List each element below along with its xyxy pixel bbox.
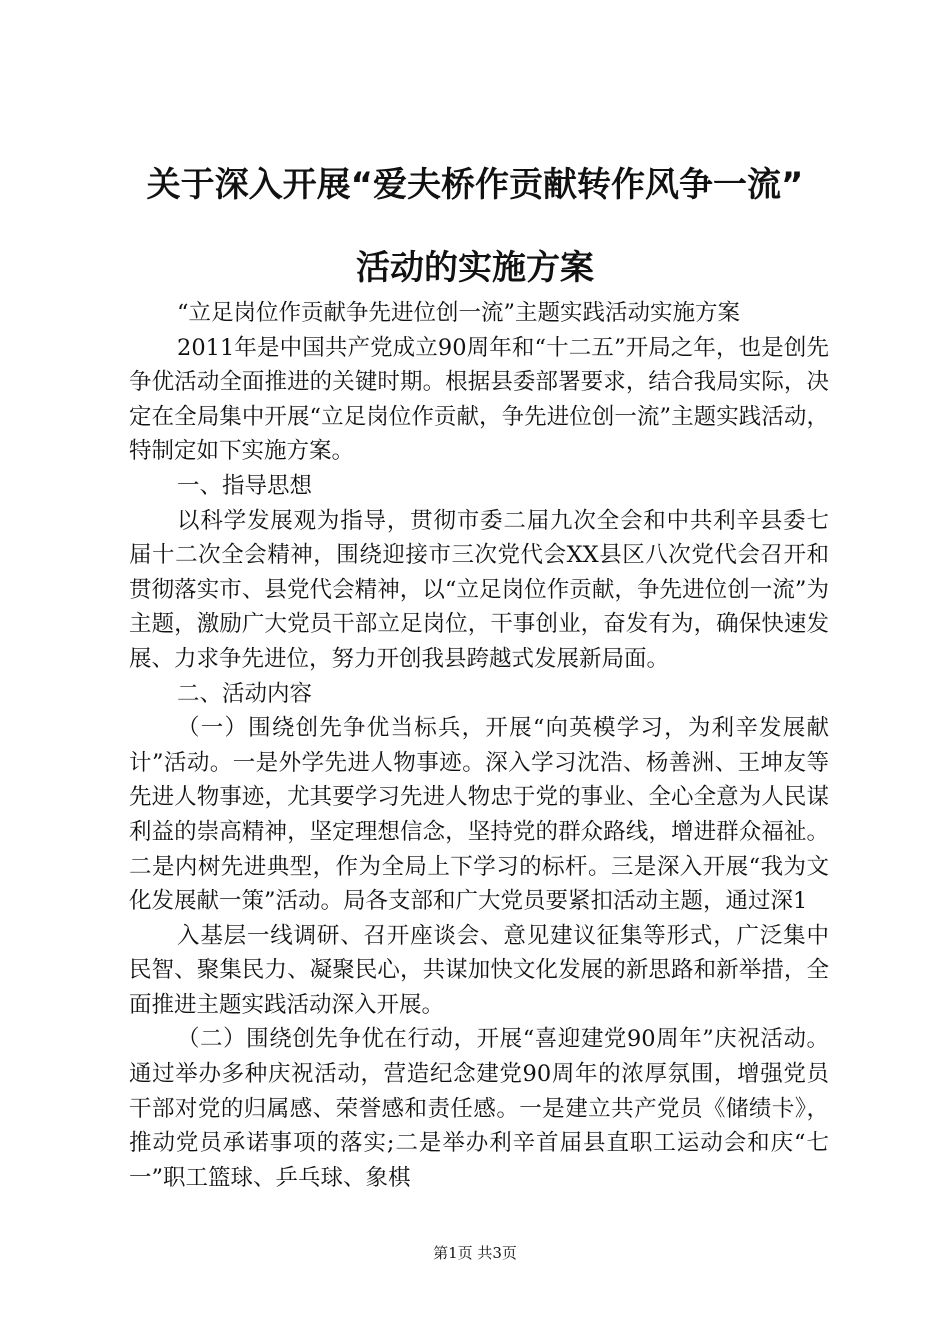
document-title-line-2: 活动的实施方案 xyxy=(356,248,594,288)
paragraph-activity-one: （一）围绕创先争优当标兵，开展“向英模学习，为利辛发展献计”活动。一是外学先进人物事迹。深入学习沈浩、杨善洲、王坤友等先进人物事迹，尤其要学习先进人物忠于党的事业、全心全意为人民谋利益的崇高精神，坚定理想信念，坚持党的群众路线，增进群众福祉。二是内树先进典型，作为全局上下学习的标杆。三是深入开展“我为文化发展献一策”活动。局各支部和广大党员要紧扣活动主题，通过深1 xyxy=(129,715,829,915)
section-heading-guiding-ideology: 一、指导思想 xyxy=(177,472,313,499)
paragraph-subtitle: “立足岗位作贡献争先进位创一流”主题实践活动实施方案 xyxy=(177,300,741,326)
paragraph-guiding-ideology: 以科学发展观为指导，贯彻市委二届九次全会和中共利辛县委七届十二次全会精神，围绕迎接市三次党代会XX县区八次党代会召开和贯彻落实市、县党代会精神，以“立足岗位作贡献，争先进位创一流”为主题，激励广大党员干部立足岗位，干事创业，奋发有为，确保快速发展、力求争先进位，努力开创我县跨越式发展新局面。 xyxy=(129,507,829,672)
page-number-footer: 第1页 共3页 xyxy=(433,1244,517,1262)
paragraph-intro: 2011年是中国共产党成立90周年和“十二五”开局之年，也是创先争优活动全面推进的关键时期。根据县委部署要求，结合我局实际，决定在全局集中开展“立足岗位作贡献，争先进位创一流”主题实践活动，特制定如下实施方案。 xyxy=(129,334,829,465)
paragraph-activity-one-continued: 入基层一线调研、召开座谈会、意见建议征集等形式，广泛集中民智、聚集民力、凝聚民心，共谋加快文化发展的新思路和新举措，全面推进主题实践活动深入开展。 xyxy=(129,922,829,1018)
document-body xyxy=(129,296,829,1195)
document-title-line-1: 关于深入开展“爱夫桥作贡献转作风争一流” xyxy=(146,165,804,205)
section-heading-activity-content: 二、活动内容 xyxy=(177,680,313,707)
paragraph-activity-two: （二）围绕创先争优在行动，开展“喜迎建党90周年”庆祝活动。通过举办多种庆祝活动，营造纪念建党90周年的浓厚氛围，增强党员干部对党的归属感、荣誉感和责任感。一是建立共产党员《储绩卡》，推动党员承诺事项的落实;二是举办利辛首届县直职工运动会和庆“七一”职工篮球、乒乓球、象棋 xyxy=(129,1026,829,1191)
